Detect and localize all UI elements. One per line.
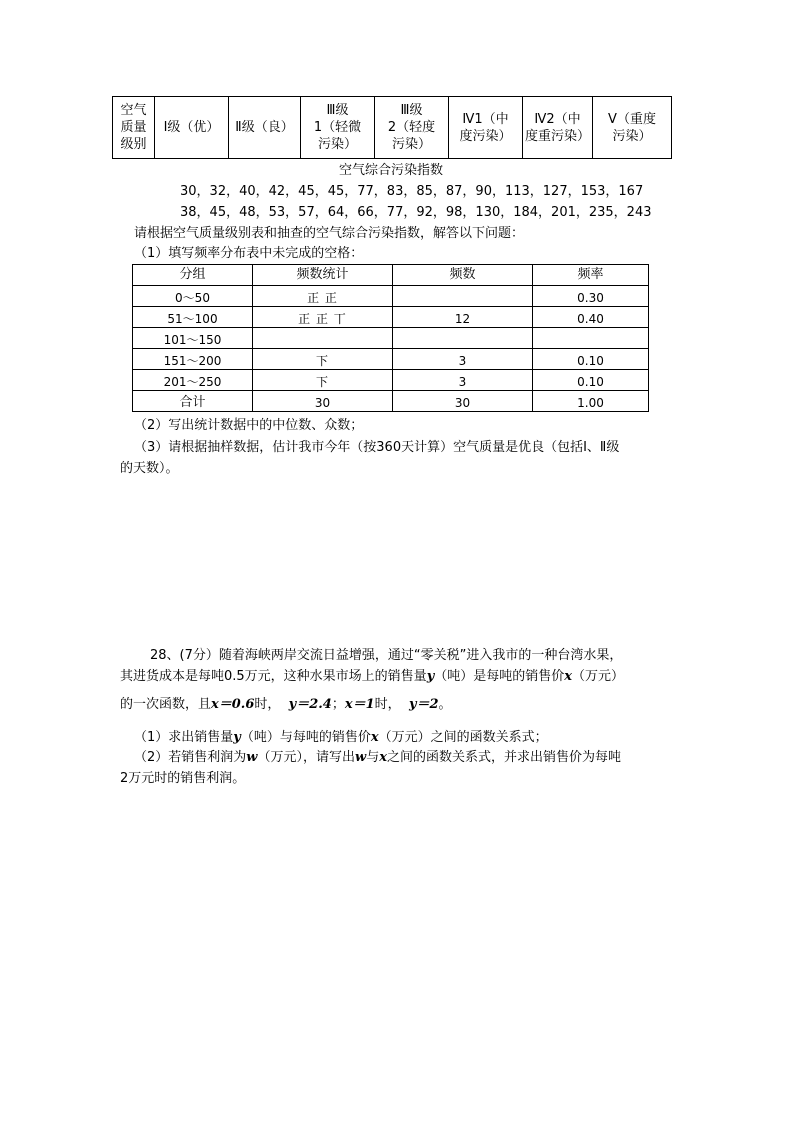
var-x: x	[564, 669, 573, 684]
header-count: 频数	[393, 265, 533, 286]
grade-cell-3: Ⅲ级 1（轻微 污染）	[301, 97, 375, 159]
air-quality-grade-table	[112, 96, 672, 159]
cell-group: 合计	[133, 391, 253, 412]
cell-tally: 下	[253, 349, 393, 370]
equation: y＝2.4	[288, 697, 332, 712]
text: （万元）	[572, 669, 625, 684]
cell-tally: 30	[253, 391, 393, 412]
equation: x＝0.6	[211, 697, 255, 712]
cell-tally: 正 正	[253, 286, 393, 307]
text: 之间的函数关系式，并求出销售价为每吨	[386, 750, 621, 765]
text: 时，	[374, 697, 401, 712]
data-row-2: 38，45，48，53，57，64，66，77，92，98，130，184，201，235，243	[180, 205, 652, 220]
table-row	[133, 307, 649, 328]
table-row	[133, 349, 649, 370]
cell-frequency: 0.30	[533, 286, 649, 307]
cell-frequency: 0.10	[533, 370, 649, 391]
table-row	[133, 370, 649, 391]
var-y: y	[233, 730, 241, 745]
cell-count: 3	[393, 349, 533, 370]
table-row	[133, 328, 649, 349]
freq-header-row	[133, 265, 649, 286]
cell-group: 201～250	[133, 370, 253, 391]
question-3-line-2: 的天数）。	[120, 461, 179, 476]
frequency-table	[132, 264, 649, 412]
cell-group: 51～100	[133, 307, 253, 328]
text: ；	[331, 697, 345, 712]
cell-group: 101～150	[133, 328, 253, 349]
var-w: w	[355, 750, 367, 765]
problem-28-sub-1	[134, 730, 548, 746]
equation: x＝1	[344, 697, 375, 712]
problem-28-line-1: 28、(7分）随着海峡两岸交流日益增强，通过“零关税”进入我市的一种台湾水果，	[150, 648, 623, 663]
grade-cell-2: Ⅱ级（良）	[229, 97, 301, 159]
var-x: x	[379, 750, 387, 765]
text: 时，	[254, 697, 281, 712]
text: （2）若销售利润为	[134, 750, 247, 765]
text: （吨）是每吨的销售价	[434, 669, 565, 684]
cell-frequency: 1.00	[533, 391, 649, 412]
var-w: w	[246, 750, 258, 765]
equation: y＝2	[408, 697, 439, 712]
cell-frequency	[533, 328, 649, 349]
header-frequency: 频率	[533, 265, 649, 286]
cell-frequency: 0.40	[533, 307, 649, 328]
var-x: x	[370, 730, 379, 745]
question-1: （1）填写频率分布表中未完成的空格：	[134, 246, 364, 261]
var-y: y	[426, 669, 435, 684]
problem-28-line-2	[120, 669, 624, 685]
header-tally: 频数统计	[253, 265, 393, 286]
problem-28-sub-2-line-2: 2万元时的销售利润。	[120, 771, 246, 786]
grade-row	[113, 97, 672, 159]
header-group: 分组	[133, 265, 253, 286]
text: （吨）与每吨的销售价	[240, 730, 371, 745]
instruction-text: 请根据空气质量级别表和抽查的空气综合污染指数，解答以下问题：	[134, 226, 525, 241]
index-title: 空气综合污染指数	[339, 163, 444, 178]
cell-tally	[253, 328, 393, 349]
grade-cell-5: Ⅳ1（中 度污染）	[449, 97, 523, 159]
cell-count: 3	[393, 370, 533, 391]
table-row-total	[133, 391, 649, 412]
text: （万元）之间的函数关系式；	[378, 730, 548, 745]
grade-cell-7: Ⅴ（重度 污染）	[593, 97, 672, 159]
grade-cell-6: Ⅳ2（中 度重污染）	[523, 97, 593, 159]
table-row	[133, 286, 649, 307]
grade-header-cell: 空气 质量 级别	[113, 97, 155, 159]
cell-count: 12	[393, 307, 533, 328]
data-row-1: 30，32，40，42，45，45，77，83，85，87，90，113，127，153，167	[180, 184, 644, 199]
text: （1）求出销售量	[134, 730, 234, 745]
problem-28-sub-2	[134, 750, 621, 766]
text: 与	[366, 750, 380, 765]
question-3-line-1: （3）请根据抽样数据，估计我市今年（按360天计算）空气质量是优良（包括Ⅰ、Ⅱ级	[134, 440, 620, 455]
question-2: （2）写出统计数据中的中位数、众数；	[134, 418, 364, 433]
text: 。	[438, 697, 452, 712]
cell-count: 30	[393, 391, 533, 412]
grade-cell-4: Ⅲ级 2（轻度 污染）	[375, 97, 449, 159]
cell-group: 151～200	[133, 349, 253, 370]
cell-tally: 下	[253, 370, 393, 391]
problem-28-line-3	[120, 697, 452, 713]
cell-group: 0～50	[133, 286, 253, 307]
grade-cell-1: Ⅰ级（优）	[155, 97, 229, 159]
cell-tally: 正 正 丅	[253, 307, 393, 328]
cell-count	[393, 286, 533, 307]
text: （万元），请写出	[257, 750, 355, 765]
text: 其进货成本是每吨0.5万元，这种水果市场上的销售量	[120, 669, 427, 684]
text: 的一次函数，且	[120, 697, 212, 712]
cell-count	[393, 328, 533, 349]
cell-frequency: 0.10	[533, 349, 649, 370]
